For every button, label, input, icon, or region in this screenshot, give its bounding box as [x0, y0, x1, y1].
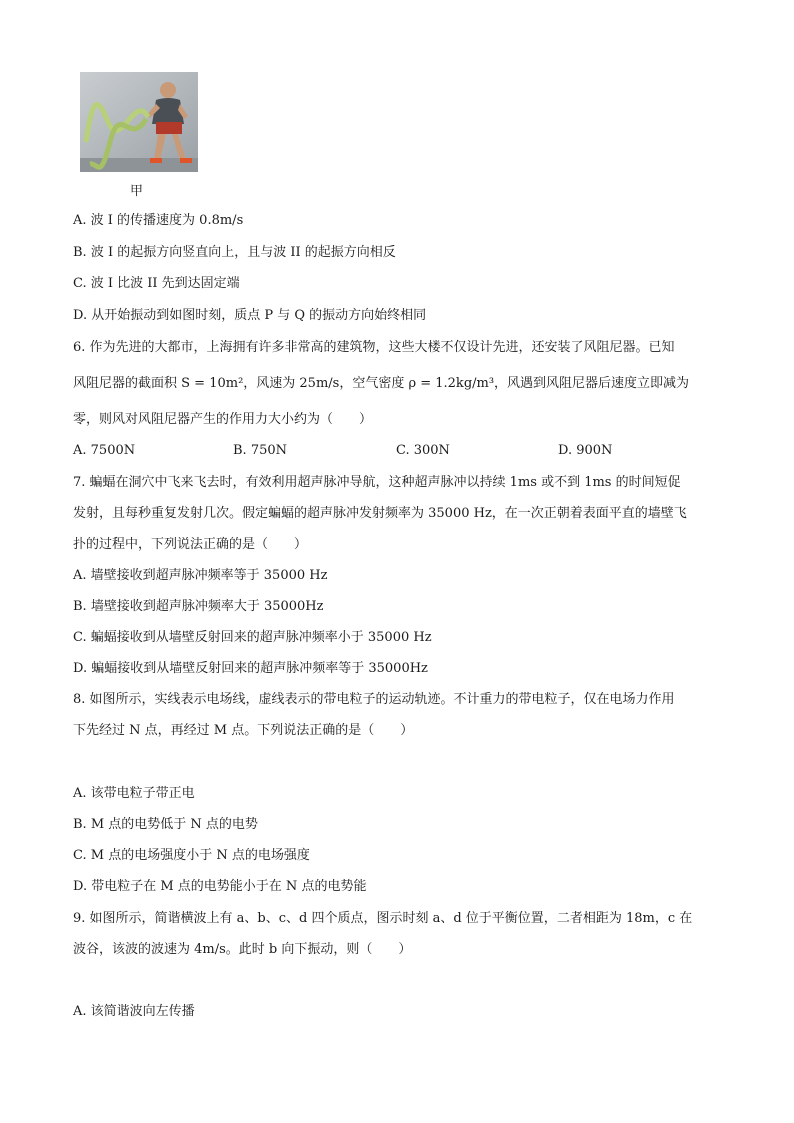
q8-option-b: B. M 点的电势低于 N 点的电势 — [73, 817, 258, 832]
q6-options — [73, 442, 733, 460]
q7-option-c: C. 蝙蝠接收到从墙壁反射回来的超声脉冲频率小于 35000 Hz — [73, 630, 432, 645]
q7-stem-line1: 7. 蝙蝠在洞穴中飞来飞去时，有效利用超声脉冲导航，这种超声脉冲以持续 1ms 或不到 1ms 的时间短促 — [73, 475, 681, 490]
q9-stem-line1: 9. 如图所示，简谐横波上有 a、b、c、d 四个质点，图示时刻 a、d 位于平衡位置，二者相距为 18m，c 在 — [73, 911, 693, 926]
q9-option-a: A. 该简谐波向左传播 — [73, 1004, 195, 1019]
q9-stem-line2: 波谷，该波的波速为 4m/s。此时 b 向下振动，则（ ） — [73, 942, 412, 957]
q8-stem-line1: 8. 如图所示，实线表示电场线，虚线表示的带电粒子的运动轨迹。不计重力的带电粒子，仅在电场力作用 — [73, 692, 675, 707]
q5-option-c: C. 波 I 比波 II 先到达固定端 — [73, 276, 240, 291]
q7-option-b: B. 墙壁接收到超声脉冲频率大于 35000Hz — [73, 599, 324, 614]
q8-option-c: C. M 点的电场强度小于 N 点的电场强度 — [73, 848, 310, 863]
q7-stem-line2: 发射，且每秒重复发射几次。假定蝙蝠的超声脉冲发射频率为 35000 Hz，在一次正朝着表面平直的墙壁飞 — [73, 506, 687, 521]
q8-stem-line2: 下先经过 N 点，再经过 M 点。下列说法正确的是（ ） — [73, 723, 414, 738]
q6-stem-line2: 风阻尼器的截面积 S = 10m²，风速为 25m/s，空气密度 ρ = 1.2kg/m³，风遇到风阻尼器后速度立即减为 — [73, 376, 690, 391]
q6-option-a: A. 7500N — [73, 443, 136, 458]
q6-stem-line1: 6. 作为先进的大都市，上海拥有许多非常高的建筑物，这些大楼不仅设计先进，还安装了风阻尼器。已知 — [73, 340, 675, 355]
q7-option-d: D. 蝙蝠接收到从墙壁反射回来的超声脉冲频率等于 35000Hz — [73, 661, 428, 676]
q7-stem-line3: 扑的过程中，下列说法正确的是（ ） — [73, 537, 308, 552]
battle-rope-photo — [80, 72, 198, 172]
q8-option-a: A. 该带电粒子带正电 — [73, 786, 195, 801]
q5-option-b: B. 波 I 的起振方向竖直向上，且与波 II 的起振方向相反 — [73, 245, 396, 260]
q5-option-d: D. 从开始振动到如图时刻，质点 P 与 Q 的振动方向始终相同 — [73, 308, 427, 323]
q6-stem-line3: 零，则风对风阻尼器产生的作用力大小约为（ ） — [73, 412, 373, 427]
q6-option-c: C. 300N — [396, 443, 450, 458]
q5-option-a: A. 波 I 的传播速度为 0.8m/s — [73, 213, 244, 228]
q8-option-d: D. 带电粒子在 M 点的电势能小于在 N 点的电势能 — [73, 879, 367, 894]
figure-caption: 甲 — [130, 184, 144, 199]
q7-option-a: A. 墙壁接收到超声脉冲频率等于 35000 Hz — [73, 568, 328, 583]
q6-option-b: B. 750N — [233, 443, 288, 458]
q6-option-d: D. 900N — [558, 443, 613, 458]
